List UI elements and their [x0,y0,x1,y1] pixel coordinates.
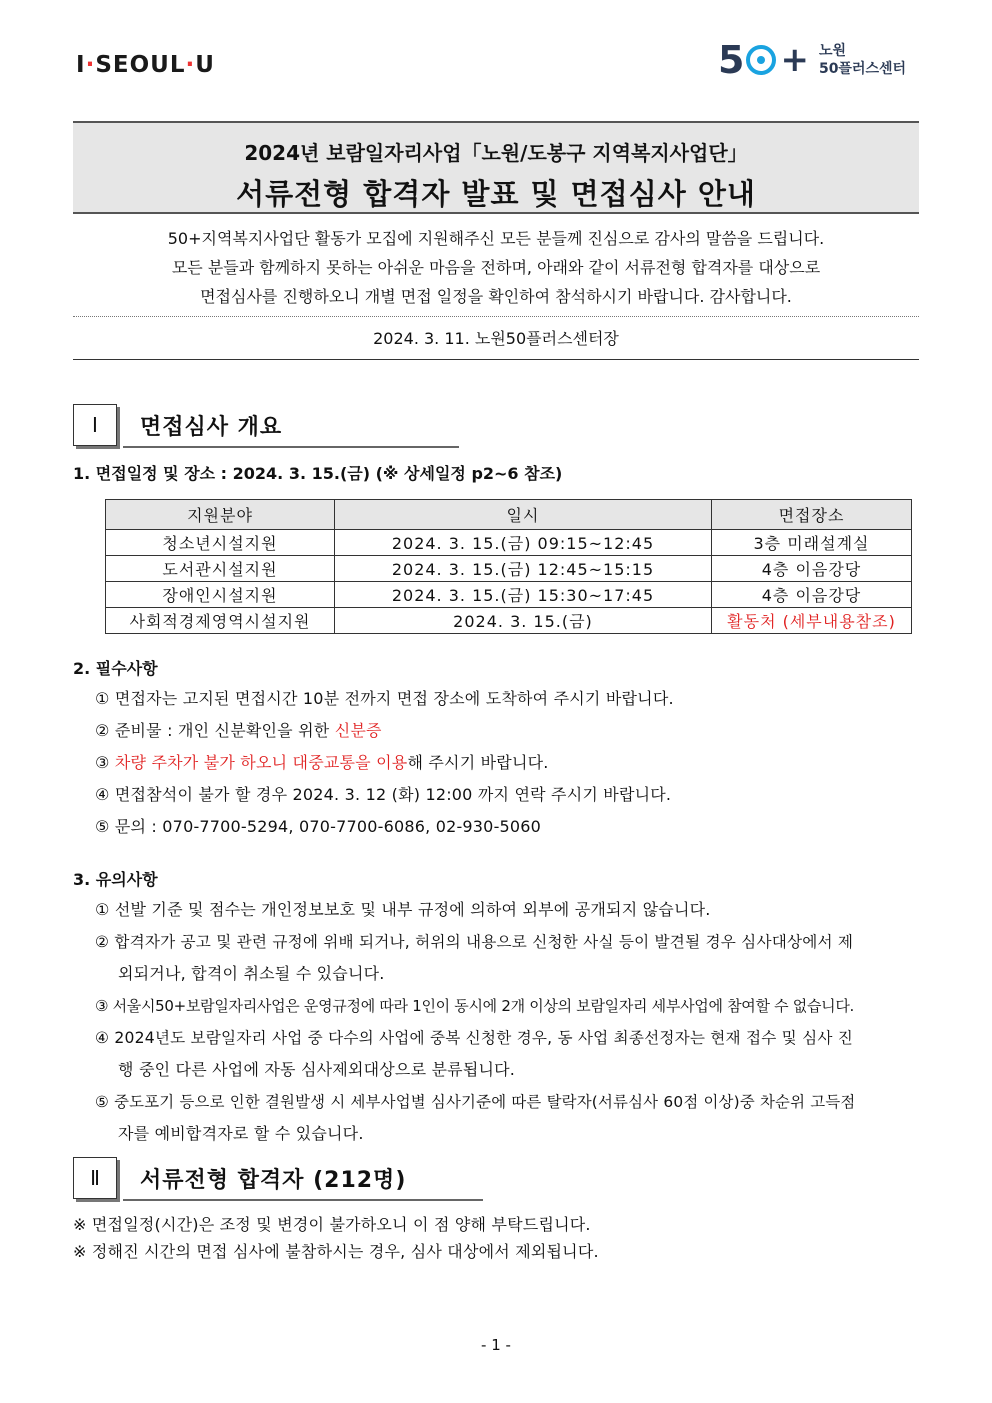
page-number: - 1 - [481,1336,511,1354]
required-item-2: ② 준비물 : 개인 신분확인을 위한 신분증 [95,721,382,740]
note-item-2-cont: 외되거나, 합격이 취소될 수 있습니다. [118,964,385,983]
section1-underline [123,446,459,448]
center-logo-ring-icon [746,45,776,75]
col-datetime: 일시 [335,500,712,530]
section2-title: 서류전형 합격자 (212명) [140,1168,407,1193]
note-item-4: ④ 2024년도 보람일자리 사업 중 다수의 사업에 중복 신청한 경우, 동 사업 최종선정자는 현재 접수 및 심사 진 [95,1029,854,1047]
note-item-2: ② 합격자가 공고 및 관련 규정에 위배 되거나, 허위의 내용으로 신청한 사실 등이 발견될 경우 심사대상에서 제 [95,933,854,951]
required-item-3: ③ 차량 주차가 불가 하오니 대중교통을 이용해 주시기 바랍니다. [95,753,549,772]
note-item-1: ① 선발 기준 및 점수는 개인정보보호 및 내부 규정에 의하여 외부에 공개되지 않습니다. [95,900,711,919]
title-box [73,121,919,214]
table-header-row [106,500,912,530]
required-item-5: ⑤ 문의 : 070-7700-5294, 070-7700-6086, 02-930-5060 [95,817,542,836]
notes-heading: 3. 유의사항 [73,870,158,889]
seoul-logo: I·SEOUL·U [76,52,215,78]
center-logo-text: 노원 50플러스센터 [818,43,907,77]
table-row: 도서관시설지원 2024. 3. 15.(금) 12:45~15:15 4층 이음강당 [106,556,912,582]
note-item-4-cont: 행 중인 다른 사업에 자동 심사제외대상으로 분류됩니다. [118,1060,516,1079]
divider [73,359,919,360]
center-logo-num: 5 [718,38,743,82]
note-item-5-cont: 자를 예비합격자로 할 수 있습니다. [118,1124,364,1143]
note-item-5: ⑤ 중도포기 등으로 인한 결원발생 시 세부사업별 심사기준에 따른 탈락자(서류심사 60점 이상)중 차순위 고득점 [95,1093,856,1111]
section2-underline [123,1199,483,1201]
note-item-3: ③ 서울시50+보람일자리사업은 운영규정에 따라 1인이 동시에 2개 이상의 보람일자리 세부사업에 참여할 수 없습니다. [95,997,855,1015]
section2-number: Ⅱ [73,1157,117,1199]
intro-text: 50+지역복지사업단 활동가 모집에 지원해주신 모든 분들께 진심으로 감사의 말씀을 드립니다. 모든 분들과 함께하지 못하는 아쉬운 마음을 전하며, 아래와 같이 서류전형 합격자를 대상으로 면접심사를 진행하오니 개별 면접 일정을 확인하여 참석하시기 바랍니다. 감사합니다. [167,229,825,306]
table-row: 사회적경제영역시설지원 2024. 3. 15.(금) 활동처 (세부내용참조) [106,608,912,634]
section1-number: Ⅰ [73,404,117,446]
section2-note-1: ※ 면접일정(시간)은 조정 및 변경이 불가하오니 이 점 양해 부탁드립니다. [73,1215,591,1234]
date-signature: 2024. 3. 11. 노원50플러스센터장 [373,329,619,348]
section1-title: 면접심사 개요 [140,415,283,440]
col-place: 면접장소 [712,500,912,530]
col-field: 지원분야 [106,500,335,530]
section2-note-2: ※ 정해진 시간의 면접 심사에 불참하시는 경우, 심사 대상에서 제외됩니다. [73,1242,599,1261]
divider [73,316,919,317]
required-item-4: ④ 면접참석이 불가 할 경우 2024. 3. 12 (화) 12:00 까지 연락 주시기 바랍니다. [95,785,672,804]
center-logo [718,38,906,82]
table-row: 장애인시설지원 2024. 3. 15.(금) 15:30~17:45 4층 이음강당 [106,582,912,608]
required-item-1: ① 면접자는 고지된 면접시간 10분 전까지 면접 장소에 도착하여 주시기 바랍니다. [95,689,674,708]
schedule-heading: 1. 면접일정 및 장소 : 2024. 3. 15.(금) (※ 상세일정 p2~6 참조) [73,464,563,483]
page-title: 서류전형 합격자 발표 및 면접심사 안내 [236,177,756,211]
center-logo-plus: + [780,40,809,80]
schedule-table [105,499,912,634]
table-row: 청소년시설지원 2024. 3. 15.(금) 09:15~12:45 3층 미래설계실 [106,530,912,556]
required-heading: 2. 필수사항 [73,659,158,678]
page-subtitle: 2024년 보람일자리사업「노원/도봉구 지역복지사업단」 [244,141,748,165]
